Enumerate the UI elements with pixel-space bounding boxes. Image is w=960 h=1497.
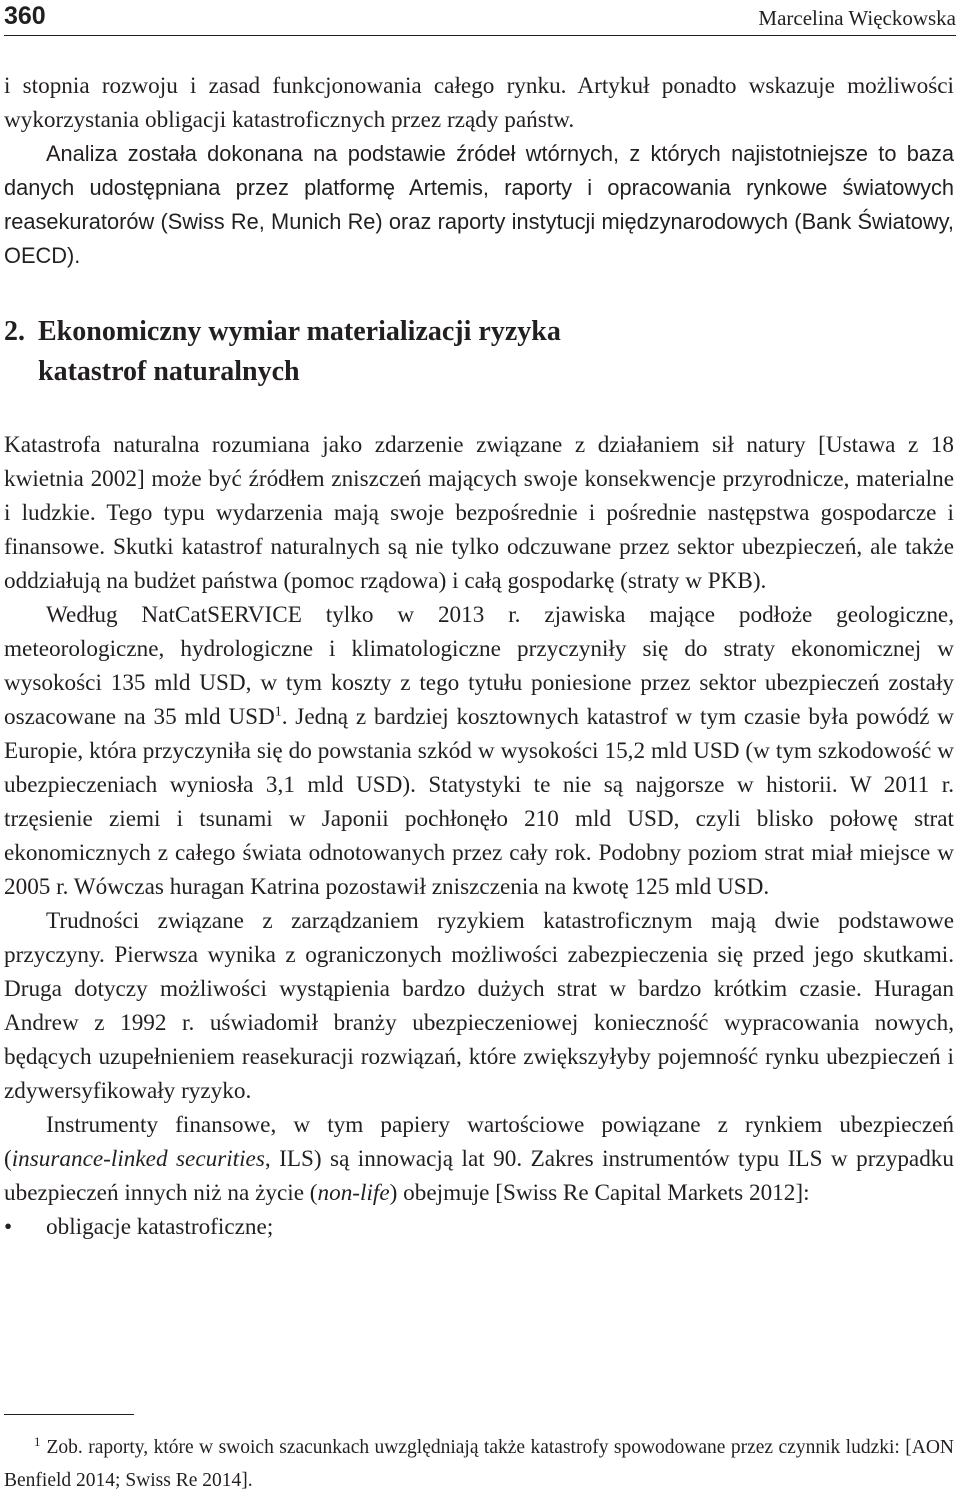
section-heading: [4, 312, 954, 392]
paragraph-natcatservice-text-b: . Jedną z bardziej kosztownych katastrof w tym czasie była powódź w Europie, która przyczyniła się do powstania szkód w wysokości 15,2 mld USD (w tym szkodowość w ubezpieczeniach wyniosła 3,1 mld USD). Statystyki te nie są najgorsze w historii. W 2011 r. trzęsienie ziemi i tsunami w Japonii pochłonęło 210 mld USD, czyli blisko połowę strat ekonomicznych z całego świata odnotowanych przez cały rok. Podobny poziom strat miał miejsce w 2005 r. Wówczas huragan Katrina pozostawił zniszczenia na kwotę 125 mld USD.: [4, 704, 954, 900]
body-text: [4, 69, 954, 1244]
list-item: [4, 1210, 954, 1244]
footnote-reference[interactable]: 1: [274, 704, 282, 720]
list-item-text: obligacje katastroficzne;: [46, 1214, 274, 1240]
header-divider: [4, 35, 956, 36]
paragraph-ils-text-a: Instrumenty finansowe, w tym papiery wartościowe powiązane z rynkiem ubezpieczeń (: [4, 1112, 954, 1172]
page-number: 360: [4, 2, 46, 30]
footnote: [4, 1431, 954, 1497]
paragraph-natural-disaster: Katastrofa naturalna rozumiana jako zdarzenie związane z działaniem sił natury [Ustawa z 18 kwietnia 2002] może być źródłem zniszczeń mających swoje konsekwencje przyrodnicze, materialne i ludzkie. Tego typu wydarzenia mają swoje bezpośrednie i pośrednie następstwa gospodarcze i finansowe. Skutki katastrof naturalnych są nie tylko odczuwane przez sektor ubezpieczeń, ale także oddziałują na budżet państwa (pomoc rządowa) i całą gospodarkę (straty w PKB).: [4, 432, 954, 594]
intro-paragraph: i stopnia rozwoju i zasad funkcjonowania całego rynku. Artykuł ponadto wskazuje możliwości wykorzystania obligacji katastroficznych przez rządy państw.: [4, 73, 954, 133]
paragraph-natcatservice: [4, 598, 954, 904]
paragraph-natcatservice-text-a: Według NatCatSERVICE tylko w 2013 r. zjawiska mające podłoże geologiczne, meteorologiczne, hydrologiczne i klimatologiczne przyczyniły się do straty ekonomicznej w wysokości 135 mld USD, w tym koszty z tego tytułu poniesione przez sektor ubezpieczeń zostały oszacowane na 35 mld USD: [4, 602, 954, 730]
section-title-line1: Ekonomiczny wymiar materializacji ryzyka: [38, 316, 561, 347]
paragraph-ils: [4, 1108, 954, 1210]
term-insurance-linked-securities: insurance-linked securities: [11, 1146, 265, 1172]
section-title-line2: katastrof naturalnych: [38, 356, 300, 387]
term-non-life: non-life: [317, 1180, 390, 1206]
running-head-author: Marcelina Więckowska: [758, 6, 956, 30]
footnote-text: Zob. raporty, które w swoich szacunkach uwzględniają także katastrofy spowodowane przez czynnik ludzki: [AON Benfield 2014; Swiss Re 2014].: [4, 1437, 954, 1491]
analysis-paragraph: Analiza została dokonana na podstawie źródeł wtórnych, z których najistotniejsze to baza danych udostępniana przez platformę Artemis, raporty i opracowania rynkowe światowych reasekuratorów (Swiss Re, Munich Re) oraz raporty instytucji międzynarodowych (Bank Światowy, OECD).: [4, 141, 954, 268]
paragraph-risk-difficulties: Trudności związane z zarządzaniem ryzykiem katastroficznym mają dwie podstawowe przyczyny. Pierwsza wynika z ograniczonych możliwości zabezpieczenia się przed jego skutkami. Druga dotyczy możliwości wystąpienia bardzo dużych strat w bardzo krótkim czasie. Huragan Andrew z 1992 r. uświadomił branży ubezpieczeniowej konieczność wypracowania nowych, będących uzupełnieniem reasekuracji rozwiązań, które zwiększyłyby pojemność rynku ubezpieczeń i zdywersyfikowały ryzyko.: [4, 908, 954, 1104]
footnote-mark: 1: [34, 1433, 41, 1449]
bullet-icon: •: [4, 1214, 13, 1240]
running-header: [4, 0, 956, 34]
paragraph-ils-text-b: , ILS) są innowacją lat 90. Zakres instrumentów typu ILS w przypadku ubezpieczeń innych niż na życie (: [4, 1146, 954, 1206]
paragraph-ils-text-c: ) obejmuje [Swiss Re Capital Markets 2012]:: [389, 1180, 810, 1206]
footnote-divider: [4, 1414, 134, 1415]
section-number: 2.: [4, 316, 25, 347]
